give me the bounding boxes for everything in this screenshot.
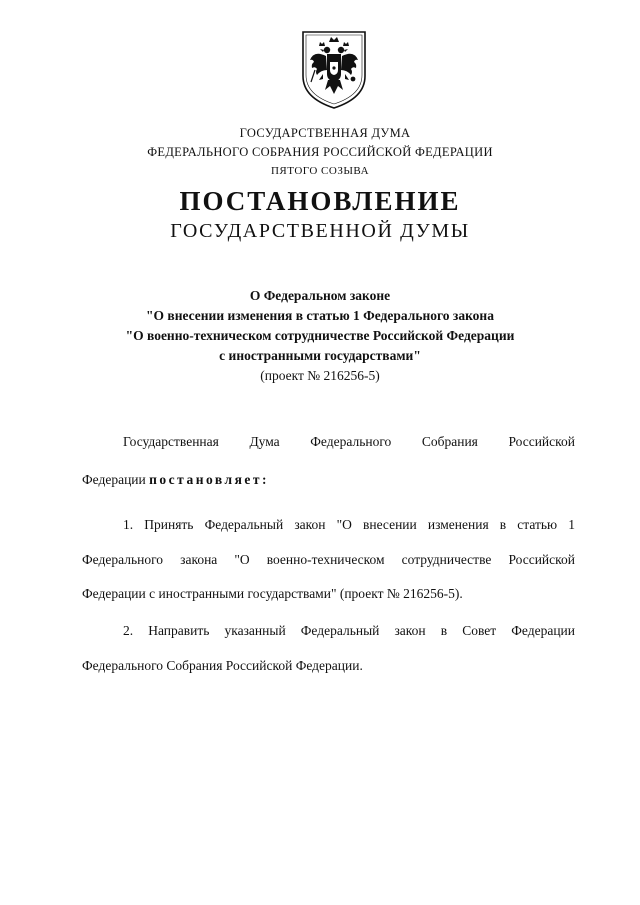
document-type-title: ПОСТАНОВЛЕНИЕ — [179, 186, 461, 216]
resolves-word: постановляет: — [149, 472, 270, 487]
intro-line-2-start: Федерации — [82, 472, 150, 487]
header-line-2: ФЕДЕРАЛЬНОГО СОБРАНИЯ РОССИЙСКОЙ ФЕДЕРАЦИИ — [147, 145, 493, 159]
item-1-line-1: 1. Принять Федеральный закон "О внесении изменения в статью 1 — [123, 517, 575, 532]
item-1-line-3: Федерации с иностранными государствами" (проект № 216256-5). — [82, 586, 463, 601]
header-line-1: ГОСУДАРСТВЕННАЯ ДУМА — [239, 126, 411, 140]
item-2-line-2: Федерального Собрания Российской Федерации. — [82, 658, 363, 673]
header-line-3: ПЯТОГО СОЗЫВА — [270, 165, 370, 177]
project-number: (проект № 216256-5) — [260, 368, 380, 383]
subject-line-3: "О военно-техническом сотрудничестве Российской Федерации — [125, 328, 515, 343]
item-2-line-1: 2. Направить указанный Федеральный закон в Совет Федерации — [123, 623, 575, 638]
intro-line-1: Государственная Дума Федерального Собрания Российской — [123, 434, 575, 449]
subject-line-4: с иностранными государствами" — [219, 348, 421, 363]
russian-coat-of-arms-icon — [299, 24, 369, 110]
issuer-header — [0, 124, 640, 181]
item-1-line-2: Федерального закона "О военно-техническом сотрудничестве Российской — [82, 552, 575, 567]
subject-line-2: "О внесении изменения в статью 1 Федерального закона — [146, 308, 494, 323]
intro-line-2 — [82, 471, 269, 489]
document-issuer-title: ГОСУДАРСТВЕННОЙ ДУМЫ — [170, 220, 470, 242]
document-subject — [0, 286, 640, 386]
subject-line-1: О Федеральном законе — [249, 288, 391, 303]
